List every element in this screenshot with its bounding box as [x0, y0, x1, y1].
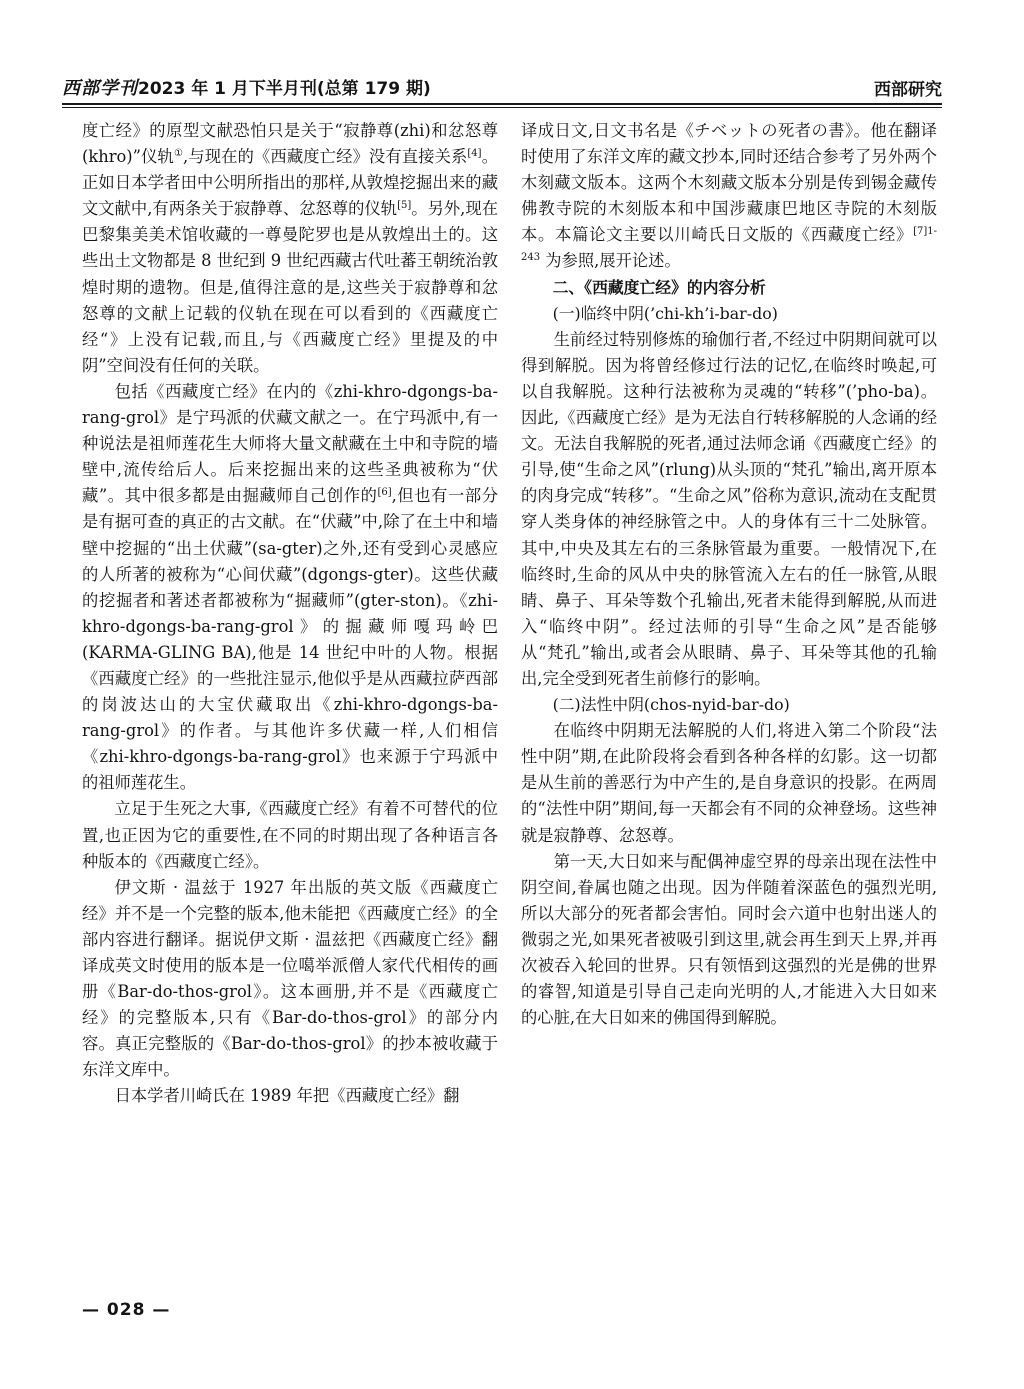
paragraph: 第一天,大日如来与配偶神虚空界的母亲出现在法性中阴空间,眷属也随之出现。因为伴随着深蓝色的强烈光明,所以大部分的死者都会害怕。同时会六道中也射出迷人的微弱之光,如果死者被吸引到这里,就会再生到天上界,并再次被吞入轮回的世界。只有领悟到这强烈的光是佛的世界的睿智,知道是引导自己走向光明的人,才能进入大日如来的心脏,在大日如来的佛国得到解脱。	[521, 851, 937, 1028]
citation: [4]	[467, 148, 482, 160]
citation: [7]1-243	[521, 226, 937, 264]
header-rule-thin	[62, 107, 942, 108]
paragraph: 包括《西藏度亡经》在内的《zhi-khro-dgongs-ba-rang-grol》是宁玛派的伏藏文献之一。在宁玛派中,有一种说法是祖师莲花生大师将大量文献藏在土中和寺院的墙壁中,流传给后人。后来挖掘出来的这些圣典被称为“伏藏”。其中很多都是由掘藏师自己创作的[6],但也有一部分是有据可查的真正的古文献。在“伏藏”中,除了在土中和墙壁中挖掘的“出土伏藏”(sa-gter)之外,还有受到心灵感应的人所著的被称为“心间伏藏”(dgongs-gter)。这些伏藏的挖掘者和著述者都被称为“掘藏师”(gter-ston)。《zhi-khro-dgongs-ba-rang-grol》的掘藏师嘎玛岭巴(KARMA-GLING BA),他是 14 世纪中叶的人物。根据《西藏度亡经》的一些批注显示,他似乎是从西藏拉萨西部的岗波达山的大宝伏藏取出《zhi-khro-dgongs-ba-rang-grol》的作者。与其他许多伏藏一样,人们相信《zhi-khro-dgongs-ba-rang-grol》也来源于宁玛派中的祖师莲花生。	[82, 381, 498, 793]
citation: [6]	[377, 487, 392, 499]
paragraph: 在临终中阴期无法解脱的人们,将进入第二个阶段“法性中阴”期,在此阶段将会看到各种各样的幻影。这一切都是从生前的善恶行为中产生的,是自身意识的投影。在两周的“法性中阴”期间,每一天都会有不同的众神登场。这些神就是寂静尊、忿怒尊。	[521, 721, 937, 845]
subsection-heading: (一)临终中阴(’chi-kh’i-bar-do)	[552, 303, 778, 323]
header-left	[62, 74, 431, 100]
page-header	[62, 70, 942, 100]
header-rule	[62, 103, 942, 105]
subsection-heading: (二)法性中阴(chos-nyid-bar-do)	[552, 695, 790, 715]
paragraph: 伊文斯 · 温兹于 1927 年出版的英文版《西藏度亡经》并不是一个完整的版本,他未能把《西藏度亡经》的全部内容进行翻译。据说伊文斯 · 温兹把《西藏度亡经》翻译成英文时使用的版本是一位噶举派僧人家代代相传的画册《Bar-do-thos-grol》。这本画册,并不是《西藏度亡经》的完整版本,只有《Bar-do-thos-grol》的部分内容。真正完整版的《Bar-do-thos-grol》的抄本被收藏于东洋文库中。	[82, 877, 498, 1080]
page-number: — 028 —	[82, 1300, 171, 1320]
journal-logo: 西部学刊	[62, 78, 138, 99]
paragraph: 度亡经》的原型文献恐怕只是关于“寂静尊(zhi)和忿怒尊(khro)”仪轨①,与现在的《西藏度亡经》没有直接关系[4]。正如日本学者田中公明所指出的那样,从敦煌挖掘出来的藏文文献中,有两条关于寂静尊、忿怒尊的仪轨[5]。另外,现在巴黎集美美术馆收藏的一尊曼陀罗也是从敦煌出土的。这些出土文物都是 8 世纪到 9 世纪西藏古代吐蕃王朝统治敦煌时期的遗物。但是,值得注意的是,这些关于寂静尊和忿怒尊的文献上记载的仪轨在现在可以看到的《西藏度亡经“》上没有记载,而且,与《西藏度亡经》里提及的中阴”空间没有任何的关联。	[82, 121, 498, 375]
paragraph: 立足于生死之大事,《西藏度亡经》有着不可替代的位置,也正因为它的重要性,在不同的时期出现了各种语言各种版本的《西藏度亡经》。	[82, 799, 498, 871]
paragraph: 生前经过特别修炼的瑜伽行者,不经过中阴期间就可以得到解脱。因为将曾经修过行法的记忆,在临终时唤起,可以自我解脱。这种行法被称为灵魂的“转移”(’pho-ba)。因此,《西藏度亡经》是为无法自行转移解脱的人念诵的经文。无法自我解脱的死者,通过法师念诵《西藏度亡经》的引导,使“生命之风”(rlung)从头顶的“梵孔”输出,离开原本的肉身完成“转移”。“生命之风”俗称为意识,流动在支配贯穿人类身体的神经脉管之中。人的身体有三十二处脉管。其中,中央及其左右的三条脉管最为重要。一般情况下,在临终时,生命的风从中央的脉管流入左右的任一脉管,从眼睛、鼻子、耳朵等数个孔输出,死者未能得到解脱,从而进入“临终中阴”。经过法师的引导“生命之风”是否能够从“梵孔”输出,或者会从眼睛、鼻子、耳朵等其他的孔输出,完全受到死者生前修行的影响。	[521, 329, 937, 688]
left-column	[82, 118, 498, 1110]
issue-info: 2023 年 1 月下半月刊(总第 179 期)	[138, 79, 431, 99]
footnote-marker: ①	[173, 148, 184, 160]
section-heading: 二、《西藏度亡经》的内容分析	[552, 277, 766, 297]
paragraph: 译成日文,日文书名是《チベットの死者の書》。他在翻译时使用了东洋文库的藏文抄本,同时还结合参考了另外两个木刻藏文版本。这两个木刻藏文版本分别是传到锡金藏传佛教寺院的木刻版本和中国涉藏康巴地区寺院的木刻版本。本篇论文主要以川崎氏日文版的《西藏度亡经》$^{[7]1-243}$ 为参照,展开论述。	[521, 121, 937, 271]
paragraph: 日本学者川崎氏在 1989 年把《西藏度亡经》翻	[114, 1086, 460, 1106]
right-column	[521, 118, 937, 1031]
section-title: 西部研究	[874, 80, 942, 100]
citation: [5]	[397, 200, 412, 212]
